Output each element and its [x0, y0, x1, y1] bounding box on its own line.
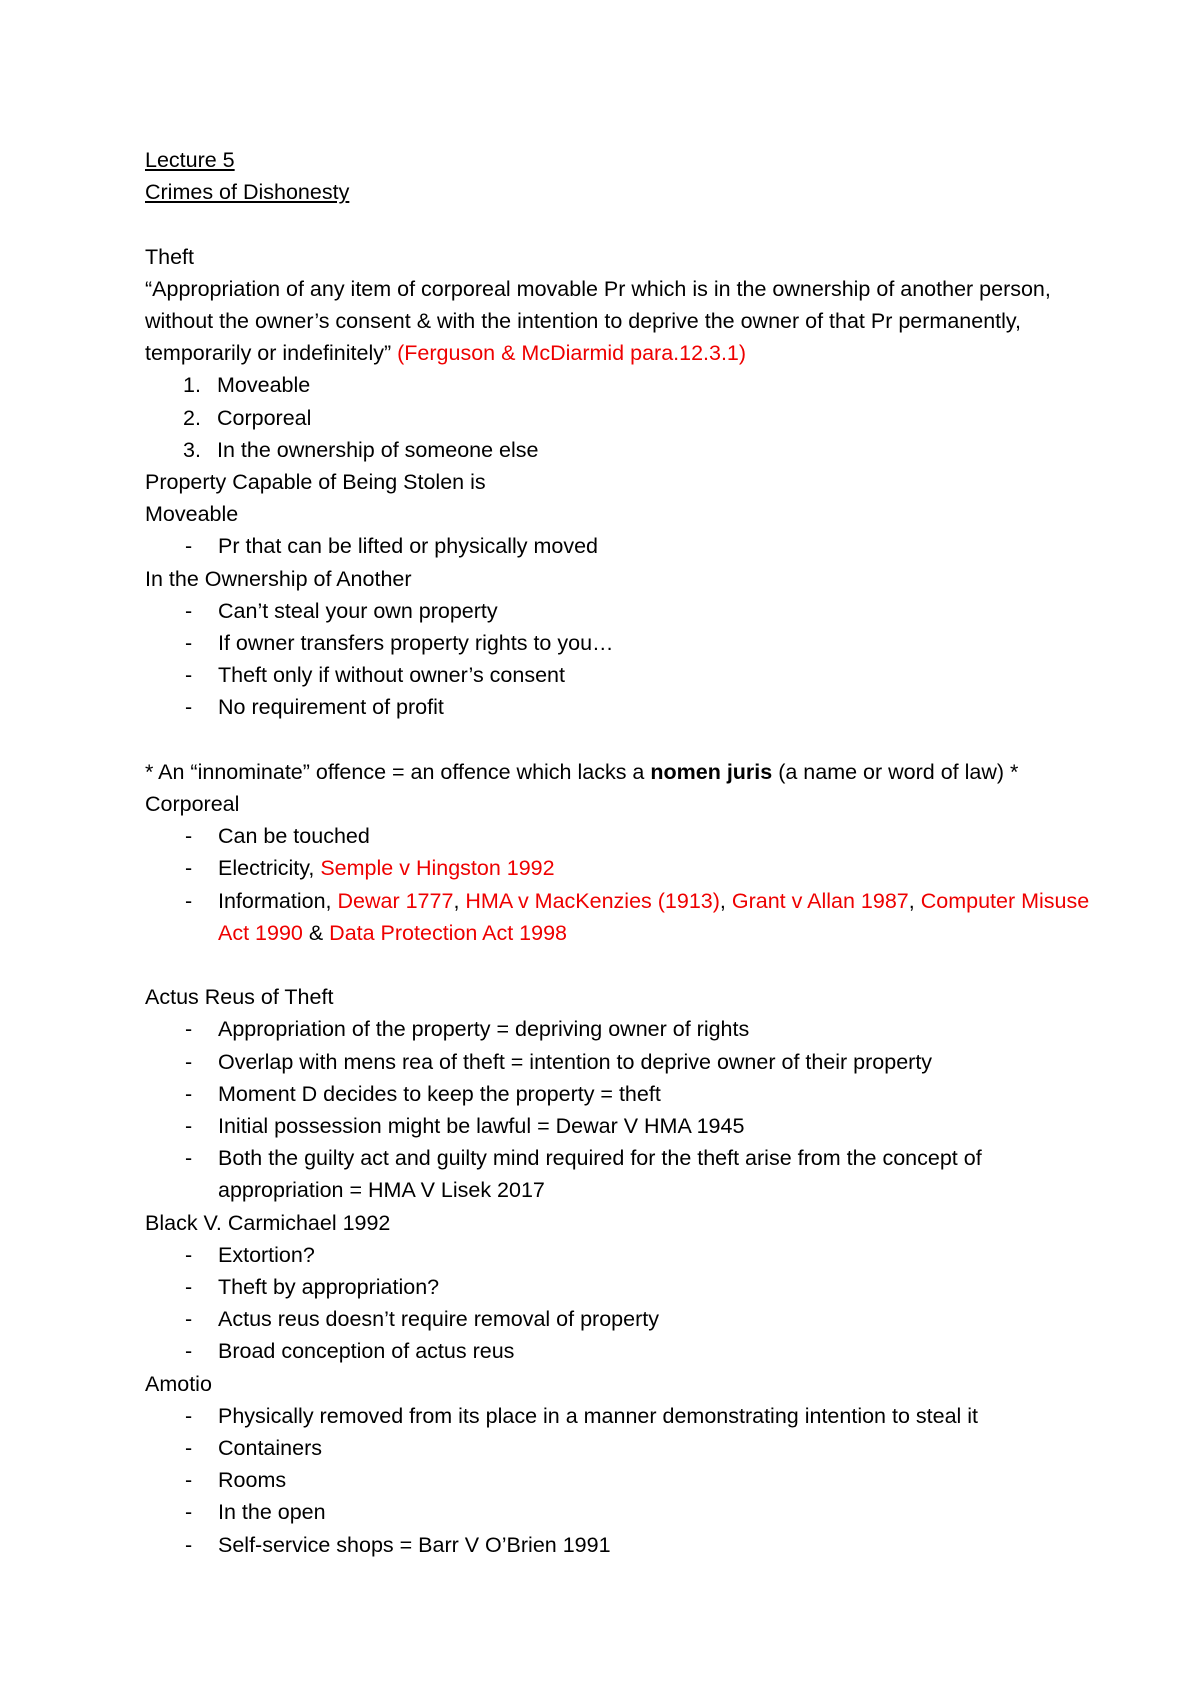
list-item	[145, 434, 1105, 466]
list-item	[145, 1335, 1105, 1367]
list-text: Theft only if without owner’s consent	[218, 663, 565, 688]
list-text: Rooms	[218, 1468, 287, 1493]
dash-bullet: -	[185, 1500, 193, 1525]
dash-bullet: -	[185, 1049, 193, 1074]
list-text: If owner transfers property rights to you…	[218, 631, 614, 656]
dash-bullet: -	[185, 1339, 193, 1364]
list-item	[145, 691, 1105, 723]
dash-bullet: -	[185, 598, 193, 623]
theft-heading: Theft	[145, 244, 194, 269]
list-item	[145, 1046, 1105, 1078]
list-item	[145, 659, 1105, 691]
list-text: Moveable	[217, 373, 311, 398]
list-item	[145, 1239, 1105, 1271]
list-text: Extortion?	[218, 1242, 315, 1267]
list-item	[145, 1110, 1105, 1142]
list-text: Electricity,	[218, 856, 321, 881]
list-item	[145, 1013, 1105, 1045]
dash-bullet: -	[185, 695, 193, 720]
list-text: Containers	[218, 1436, 322, 1461]
list-text: Can’t steal your own property	[218, 598, 498, 623]
list-number: 2.	[183, 405, 201, 430]
list-text: In the open	[218, 1500, 326, 1525]
amotio-heading: Amotio	[145, 1371, 212, 1396]
list-text: Moment D decides to keep the property = theft	[218, 1081, 661, 1106]
list-item	[145, 369, 1105, 401]
list-item	[145, 885, 1105, 949]
list-item	[145, 852, 1105, 884]
dash-bullet: -	[185, 1146, 193, 1171]
note-text: * An “innominate” offence = an offence which lacks a	[145, 759, 651, 784]
case-reference: HMA v MacKenzies (1913)	[465, 888, 720, 913]
statute-reference: Data Protection Act 1998	[329, 920, 568, 945]
definition-citation: (Ferguson & McDiarmid para.12.3.1)	[397, 341, 747, 366]
actus-reus-heading: Actus Reus of Theft	[145, 985, 334, 1010]
list-text: Can be touched	[218, 824, 370, 849]
note-term: nomen juris	[650, 759, 773, 784]
dash-bullet: -	[185, 1307, 193, 1332]
dash-bullet: -	[185, 1436, 193, 1461]
list-item	[145, 820, 1105, 852]
dash-bullet: -	[185, 856, 193, 881]
lecture-topic: Crimes of Dishonesty	[145, 180, 350, 205]
separator: ,	[453, 888, 466, 913]
dash-bullet: -	[185, 1017, 193, 1042]
dash-bullet: -	[185, 1403, 193, 1428]
list-text: Corporeal	[217, 405, 312, 430]
theft-definition	[145, 273, 1105, 370]
definition-text: “Appropriation of any item of corporeal movable Pr which is in the ownership of another person, without the owner’s consent & with the intention to deprive the owner of that Pr permanently, temporarily or indefinitely”	[145, 276, 1051, 366]
list-item	[145, 1400, 1105, 1432]
list-text: Overlap with mens rea of theft = intention to deprive owner of their property	[218, 1049, 933, 1074]
list-text: Pr that can be lifted or physically moved	[218, 534, 599, 559]
dash-bullet: -	[185, 1468, 193, 1493]
lecture-number: Lecture 5	[145, 148, 235, 172]
list-item	[145, 627, 1105, 659]
note-text: (a name or word of law) *	[772, 759, 1019, 784]
list-text: Broad conception of actus reus	[218, 1339, 515, 1364]
list-item	[145, 1142, 1105, 1206]
dash-bullet: -	[185, 824, 193, 849]
list-text: Self-service shops = Barr V O’Brien 1991	[218, 1532, 611, 1557]
dash-bullet: -	[185, 663, 193, 688]
list-text: Both the guilty act and guilty mind required for the theft arise from the concept of appropriation = HMA V Lisek 2017	[218, 1146, 982, 1203]
list-item	[145, 1464, 1105, 1496]
separator: &	[302, 920, 330, 945]
dash-bullet: -	[185, 1081, 193, 1106]
ownership-heading: In the Ownership of Another	[145, 566, 412, 591]
list-text: Information,	[218, 888, 338, 913]
moveable-heading: Moveable	[145, 502, 239, 527]
black-v-carmichael-heading: Black V. Carmichael 1992	[145, 1210, 391, 1235]
list-item	[145, 1271, 1105, 1303]
list-text: Theft by appropriation?	[218, 1275, 440, 1300]
separator: ,	[908, 888, 921, 913]
document-body	[145, 144, 1105, 1561]
list-number: 3.	[183, 437, 201, 462]
dash-bullet: -	[185, 1114, 193, 1139]
statute-reference: Computer Misuse Act 1990	[218, 888, 1090, 945]
property-heading: Property Capable of Being Stolen is	[145, 470, 486, 495]
list-item	[145, 1529, 1105, 1561]
list-text: Initial possession might be lawful = Dewar V HMA 1945	[218, 1114, 745, 1139]
list-item	[145, 595, 1105, 627]
list-text: Appropriation of the property = depriving owner of rights	[218, 1017, 750, 1042]
separator: ,	[719, 888, 732, 913]
list-item	[145, 402, 1105, 434]
list-text: Physically removed from its place in a manner demonstrating intention to steal it	[218, 1403, 979, 1428]
list-text: In the ownership of someone else	[217, 437, 539, 462]
dash-bullet: -	[185, 534, 193, 559]
innominate-note	[145, 756, 1105, 788]
list-text: No requirement of profit	[218, 695, 444, 720]
dash-bullet: -	[185, 888, 193, 913]
spacer	[145, 724, 1105, 756]
dash-bullet: -	[185, 1532, 193, 1557]
case-reference: Semple v Hingston 1992	[320, 856, 555, 881]
spacer	[145, 208, 1105, 240]
list-item	[145, 530, 1105, 562]
case-reference: Dewar 1777	[337, 888, 454, 913]
corporeal-heading: Corporeal	[145, 792, 240, 817]
list-number: 1.	[183, 373, 201, 398]
list-item	[145, 1496, 1105, 1528]
list-item	[145, 1432, 1105, 1464]
list-item	[145, 1303, 1105, 1335]
dash-bullet: -	[185, 1242, 193, 1267]
case-reference: Grant v Allan 1987	[731, 888, 909, 913]
spacer	[145, 949, 1105, 981]
list-text: Actus reus doesn’t require removal of property	[218, 1307, 659, 1332]
list-item	[145, 1078, 1105, 1110]
dash-bullet: -	[185, 1275, 193, 1300]
dash-bullet: -	[185, 631, 193, 656]
